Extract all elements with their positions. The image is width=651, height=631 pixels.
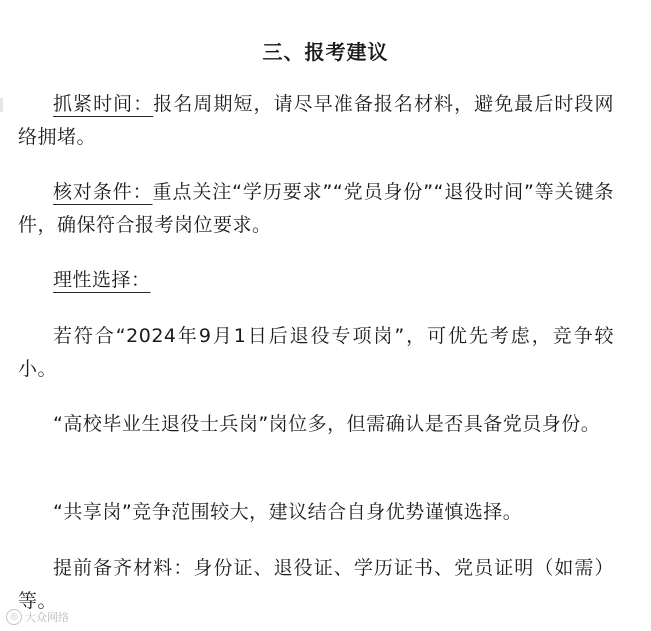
paragraph-lead: 理性选择： <box>53 269 151 291</box>
paragraph-check-conditions <box>18 176 614 242</box>
paragraph-graduate-post <box>18 408 614 441</box>
paragraph-body: 提前备齐材料：身份证、退役证、学历证书、党员证明（如需）等。 <box>18 557 614 612</box>
paragraph-body: “高校毕业生退役士兵岗”岗位多，但需确认是否具备党员身份。 <box>53 413 601 435</box>
paragraph-seize-time <box>18 88 614 154</box>
margin-mark <box>0 98 3 112</box>
paragraph-special-post <box>18 320 614 386</box>
paragraph-lead: 抓紧时间： <box>53 93 154 115</box>
section-title: 三、报考建议 <box>262 40 389 64</box>
watermark-text: 大众网络 <box>25 611 69 624</box>
paragraph-body: 报名周期短，请尽早准备报名材料，避免最后时段网络拥堵。 <box>18 93 614 148</box>
paragraph-rational-choice <box>18 264 614 297</box>
paragraph-body: 重点关注“学历要求”“党员身份”“退役时间”等关键条件，确保符合报考岗位要求。 <box>18 181 614 236</box>
paragraph-body: “共享岗”竞争范围较大，建议结合自身优势谨慎选择。 <box>53 501 523 523</box>
paragraph-lead: 核对条件： <box>53 181 153 203</box>
paragraph-shared-post <box>18 496 614 529</box>
watermark <box>6 609 69 625</box>
watermark-logo-icon: ◎ <box>6 609 22 625</box>
paragraph-body: 若符合“2024年9月1日后退役专项岗”，可优先考虑，竞争较小。 <box>18 325 614 380</box>
paragraph-materials <box>18 552 614 618</box>
